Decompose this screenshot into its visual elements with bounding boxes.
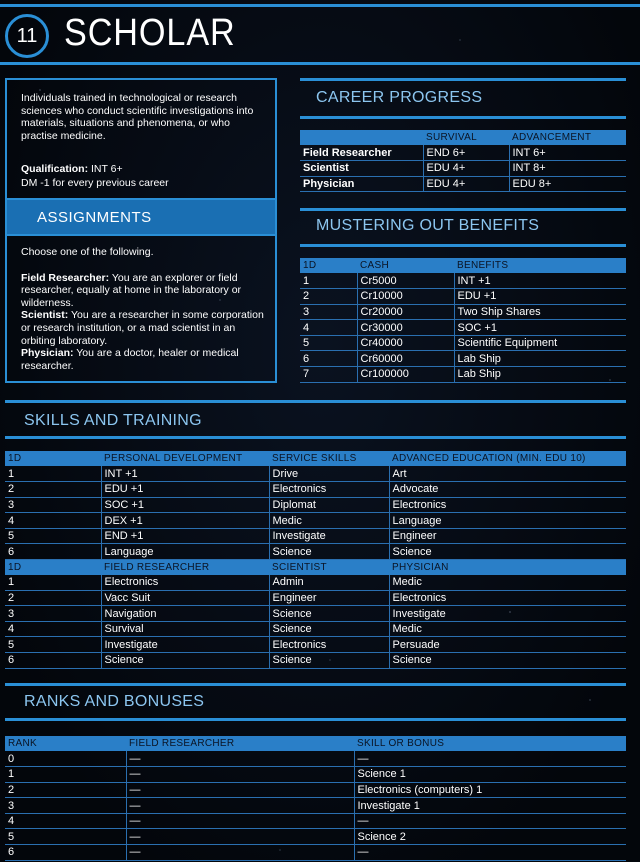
table-header [300,130,423,145]
table-cell: — [126,829,354,845]
table-cell: INT +1 [454,273,626,289]
table-cell: 1 [300,273,357,289]
table-cell: 3 [5,606,101,622]
table-cell: DEX +1 [101,513,269,529]
table-cell: — [126,782,354,798]
table-cell: Vacc Suit [101,590,269,606]
table-cell: Electronics [389,590,626,606]
table-header: SURVIVAL [423,130,509,145]
assignments-title: ASSIGNMENTS [37,209,152,226]
table-header: CASH [357,258,454,273]
table-header: SERVICE SKILLS [269,451,389,466]
table-cell: Scientific Equipment [454,335,626,351]
mustering-out-title: MUSTERING OUT BENEFITS [316,217,540,234]
table-row [5,751,626,767]
table-row [300,145,626,161]
table-row [300,289,626,305]
skills-table [5,451,626,669]
mustering-out-top-rule [300,208,626,211]
table-cell: INT +1 [101,466,269,482]
table-row [300,176,626,192]
table-row [5,637,626,653]
table-cell: EDU +1 [454,289,626,305]
assignment-text: You are a doctor, healer or medical researcher. [21,347,239,372]
table-header: ADVANCED EDUCATION (MIN. EDU 10) [389,451,626,466]
table-row [5,829,626,845]
table-cell: Cr30000 [357,320,454,336]
table-header: 1D [300,258,357,273]
table-cell: 1 [5,575,101,591]
table-header: FIELD RESEARCHER [101,560,269,575]
table-row [5,513,626,529]
ranks-top-rule [5,683,626,686]
table-cell: Art [389,466,626,482]
assignment-item [21,309,271,347]
qualification-label: Qualification: [21,163,89,175]
career-progress-mid-rule [300,116,626,119]
assignment-name: Field Researcher: [21,271,110,284]
table-cell: Medic [269,513,389,529]
table-row [5,590,626,606]
table-cell: 4 [5,621,101,637]
table-cell: — [354,813,626,829]
table-cell: Drive [269,466,389,482]
table-cell: Admin [269,575,389,591]
table-cell: Diplomat [269,497,389,513]
mustering-out-table [300,258,626,383]
table-cell: Language [101,544,269,560]
qualification-value: INT 6+ [91,163,123,175]
table-cell: Science [101,653,269,669]
table-cell: Electronics (computers) 1 [354,782,626,798]
table-cell: Cr40000 [357,335,454,351]
table-cell: Science [269,621,389,637]
table-row [5,767,626,783]
assignments-header [7,198,275,236]
table-cell: 5 [5,637,101,653]
assignment-item [21,272,271,310]
table-cell: 6 [5,653,101,669]
table-cell: Survival [101,621,269,637]
table-cell: EDU 4+ [423,176,509,192]
table-row [5,606,626,622]
table-header: PHYSICIAN [389,560,626,575]
table-row [5,782,626,798]
table-row [5,482,626,498]
table-cell: — [126,813,354,829]
table-cell: Scientist [300,161,423,177]
table-cell: Two Ship Shares [454,304,626,320]
qualification-block [21,162,169,190]
assignment-name: Physician: [21,347,74,360]
table-cell: Investigate [101,637,269,653]
table-cell: 4 [5,813,126,829]
table-header: FIELD RESEARCHER [126,736,354,751]
table-cell: Engineer [389,528,626,544]
table-cell: 2 [300,289,357,305]
assignments-list [21,246,271,372]
table-cell: 6 [5,845,126,861]
table-cell: Lab Ship [454,351,626,367]
table-row [300,320,626,336]
table-header: 1D [5,560,101,575]
table-cell: 1 [5,767,126,783]
table-row [300,367,626,383]
table-cell: 6 [5,544,101,560]
table-row [5,653,626,669]
table-cell: Electronics [101,575,269,591]
table-cell: Engineer [269,590,389,606]
table-cell: EDU +1 [101,482,269,498]
table-cell: 1 [5,466,101,482]
mustering-out-mid-rule [300,244,626,247]
table-cell: 2 [5,590,101,606]
table-cell: 5 [5,829,126,845]
assignment-text: You are a researcher in some corporation or research institution, or a mad scientist in an orbiting laboratory. [21,309,264,347]
table-cell: Investigate 1 [354,798,626,814]
table-cell: Science [389,544,626,560]
table-cell: Medic [389,621,626,637]
table-cell: Science 2 [354,829,626,845]
table-cell: 5 [300,335,357,351]
qualification-dm: DM -1 for every previous career [21,177,169,189]
table-cell: Persuade [389,637,626,653]
table-cell: 4 [5,513,101,529]
table-header: RANK [5,736,126,751]
table-header: BENEFITS [454,258,626,273]
table-cell: — [354,751,626,767]
career-overview-box [5,78,277,383]
table-row [5,798,626,814]
table-cell: 3 [5,497,101,513]
table-header: ADVANCEMENT [509,130,626,145]
ranks-title: RANKS AND BONUSES [24,693,205,710]
table-cell: Electronics [269,482,389,498]
assignments-intro: Choose one of the following. [21,246,154,258]
table-cell: 0 [5,751,126,767]
table-cell: Science [269,606,389,622]
table-cell: Cr100000 [357,367,454,383]
table-row [300,335,626,351]
table-cell: 6 [300,351,357,367]
header-bottom-rule [0,62,640,65]
table-cell: Cr20000 [357,304,454,320]
table-row [5,845,626,861]
table-header: SCIENTIST [269,560,389,575]
table-row [5,466,626,482]
table-row [300,304,626,320]
table-header: 1D [5,451,101,466]
table-cell: Navigation [101,606,269,622]
table-row [5,544,626,560]
skills-mid-rule [5,436,626,439]
table-cell: Electronics [389,497,626,513]
career-progress-top-rule [300,78,626,81]
table-cell: Medic [389,575,626,591]
skills-title: SKILLS AND TRAINING [24,412,202,429]
table-cell: Physician [300,176,423,192]
table-header: PERSONAL DEVELOPMENT [101,451,269,466]
table-cell: 2 [5,782,126,798]
table-cell: Advocate [389,482,626,498]
table-cell: Language [389,513,626,529]
table-cell: 4 [300,320,357,336]
ranks-mid-rule [5,718,626,721]
assignment-item [21,347,271,372]
career-number: 11 [16,24,38,47]
table-cell: SOC +1 [101,497,269,513]
table-cell: 5 [5,528,101,544]
table-row [5,497,626,513]
table-cell: — [126,798,354,814]
ranks-table [5,736,626,861]
table-cell: Science [269,653,389,669]
table-row [5,575,626,591]
table-cell: EDU 8+ [509,176,626,192]
career-progress-title: CAREER PROGRESS [316,89,483,106]
table-row [5,813,626,829]
career-progress-table [300,130,626,192]
table-header: SKILL OR BONUS [354,736,626,751]
table-cell: 3 [5,798,126,814]
career-description: Individuals trained in technological or research sciences who conduct scientific investigations into materials, situations and phenomena, or who practise medicine. [21,92,254,142]
assignment-name: Scientist: [21,309,69,322]
table-cell: Investigate [389,606,626,622]
table-cell: Electronics [269,637,389,653]
table-cell: 3 [300,304,357,320]
header-top-rule [0,4,640,7]
table-row [300,161,626,177]
table-cell: Science [389,653,626,669]
table-cell: Science 1 [354,767,626,783]
table-row [5,621,626,637]
table-cell: 7 [300,367,357,383]
table-cell: END +1 [101,528,269,544]
table-cell: 2 [5,482,101,498]
assignment-text: You are an explorer or field researcher, equally at home in the laboratory or wilderness. [21,271,242,309]
career-number-badge [5,14,49,58]
table-cell: Cr10000 [357,289,454,305]
table-cell: Investigate [269,528,389,544]
page-title: SCHOLAR [64,12,236,54]
table-cell: END 6+ [423,145,509,161]
table-cell: — [354,845,626,861]
skills-top-rule [5,400,626,403]
table-cell: INT 6+ [509,145,626,161]
table-cell: — [126,845,354,861]
table-cell: Cr60000 [357,351,454,367]
table-cell: INT 8+ [509,161,626,177]
table-row [300,351,626,367]
table-cell: Science [269,544,389,560]
table-cell: SOC +1 [454,320,626,336]
table-cell: EDU 4+ [423,161,509,177]
table-row [300,273,626,289]
table-cell: Field Researcher [300,145,423,161]
table-cell: — [126,767,354,783]
table-cell: — [126,751,354,767]
table-row [5,528,626,544]
table-cell: Cr5000 [357,273,454,289]
table-cell: Lab Ship [454,367,626,383]
